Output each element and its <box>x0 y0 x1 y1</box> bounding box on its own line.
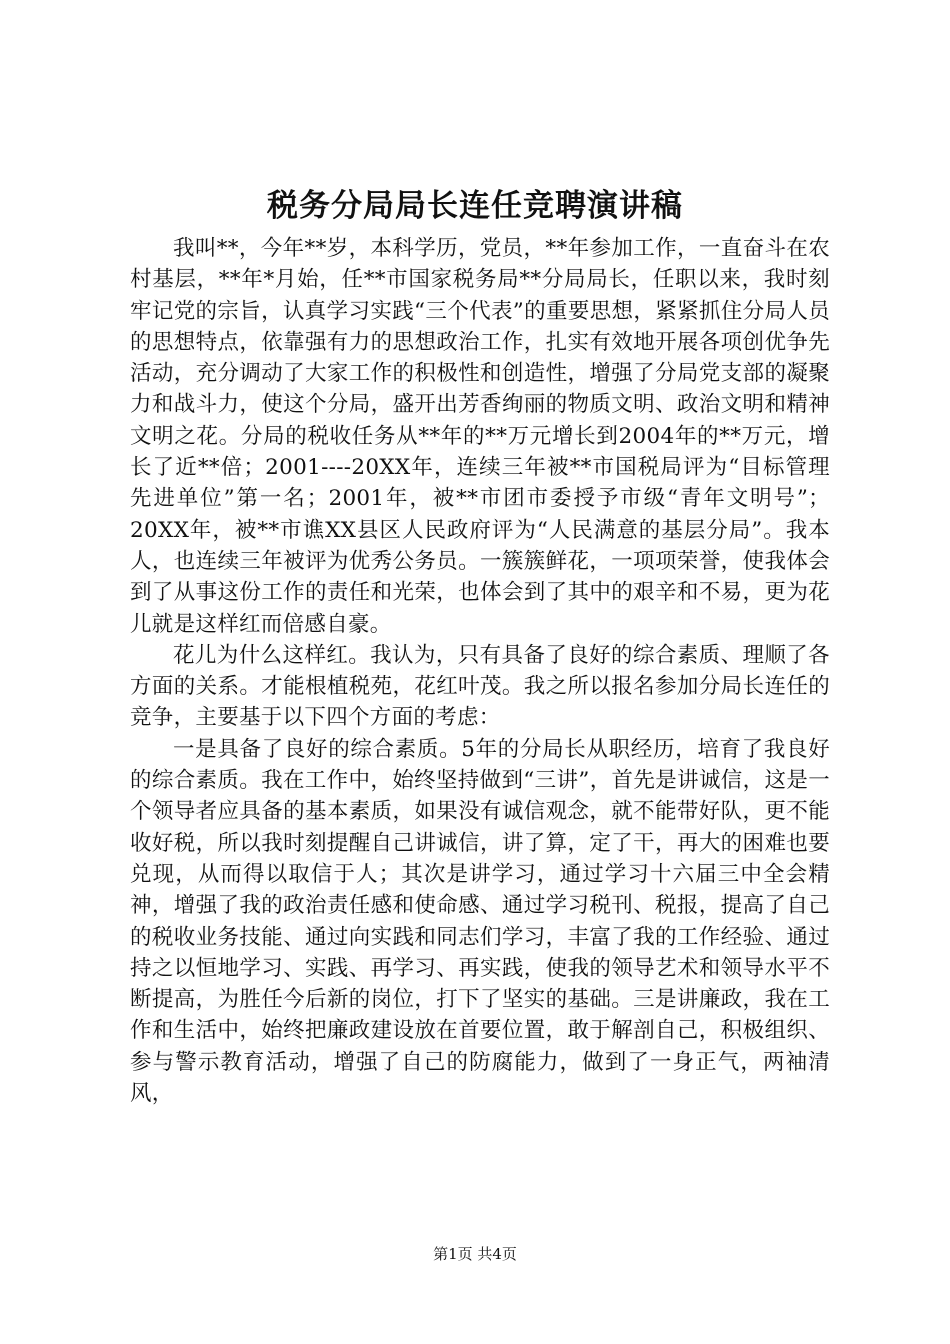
document-body <box>130 233 830 1109</box>
paragraph-1: 我叫**，今年**岁，本科学历，党员，**年参加工作，一直奋斗在农村基层，**年*月始，任**市国家税务局**分局局长，任职以来，我时刻牢记党的宗旨，认真学习实践“三个代表”的重要思想，紧紧抓住分局人员的思想特点，依靠强有力的思想政治工作，扎实有效地开展各项创优争先活动，充分调动了大家工作的积极性和创造性，增强了分局党支部的凝聚力和战斗力，使这个分局，盛开出芳香绚丽的物质文明、政治文明和精神文明之花。分局的税收任务从**年的**万元增长到2004年的**万元，增长了近**倍；2001----20XX年，连续三年被**市国税局评为“目标管理先进单位”第一名；2001年，被**市团市委授予市级“青年文明号”；20XX年，被**市谯XX县区人民政府评为“人民满意的基层分局”。我本人，也连续三年被评为优秀公务员。一簇簇鲜花，一项项荣誉，使我体会到了从事这份工作的责任和光荣，也体会到了其中的艰辛和不易，更为花儿就是这样红而倍感自豪。 <box>130 236 830 637</box>
paragraph-2: 花儿为什么这样红。我认为，只有具备了良好的综合素质、理顺了各方面的关系。才能根植税苑，花红叶茂。我之所以报名参加分局长连任的竞争，主要基于以下四个方面的考虑： <box>130 642 830 731</box>
page-footer: 第1页 共4页 <box>433 1245 517 1263</box>
document-title: 税务分局局长连任竞聘演讲稿 <box>267 188 683 224</box>
paragraph-3: 一是具备了良好的综合素质。5年的分局长从职经历，培育了我良好的综合素质。我在工作中，始终坚持做到“三讲”，首先是讲诚信，这是一个领导者应具备的基本素质，如果没有诚信观念，就不能带好队，更不能收好税，所以我时刻提醒自己讲诚信，讲了算，定了干，再大的困难也要兑现，从而得以取信于人；其次是讲学习，通过学习十六届三中全会精神，增强了我的政治责任感和使命感、通过学习税刊、税报，提高了自己的税收业务技能、通过向实践和同志们学习，丰富了我的工作经验、通过持之以恒地学习、实践、再学习、再实践，使我的领导艺术和领导水平不断提高，为胜任今后新的岗位，打下了坚实的基础。三是讲廉政，我在工作和生活中，始终把廉政建设放在首要位置，敢于解剖自己，积极组织、参与警示教育活动，增强了自己的防腐能力，做到了一身正气，两袖清风， <box>130 736 830 1107</box>
